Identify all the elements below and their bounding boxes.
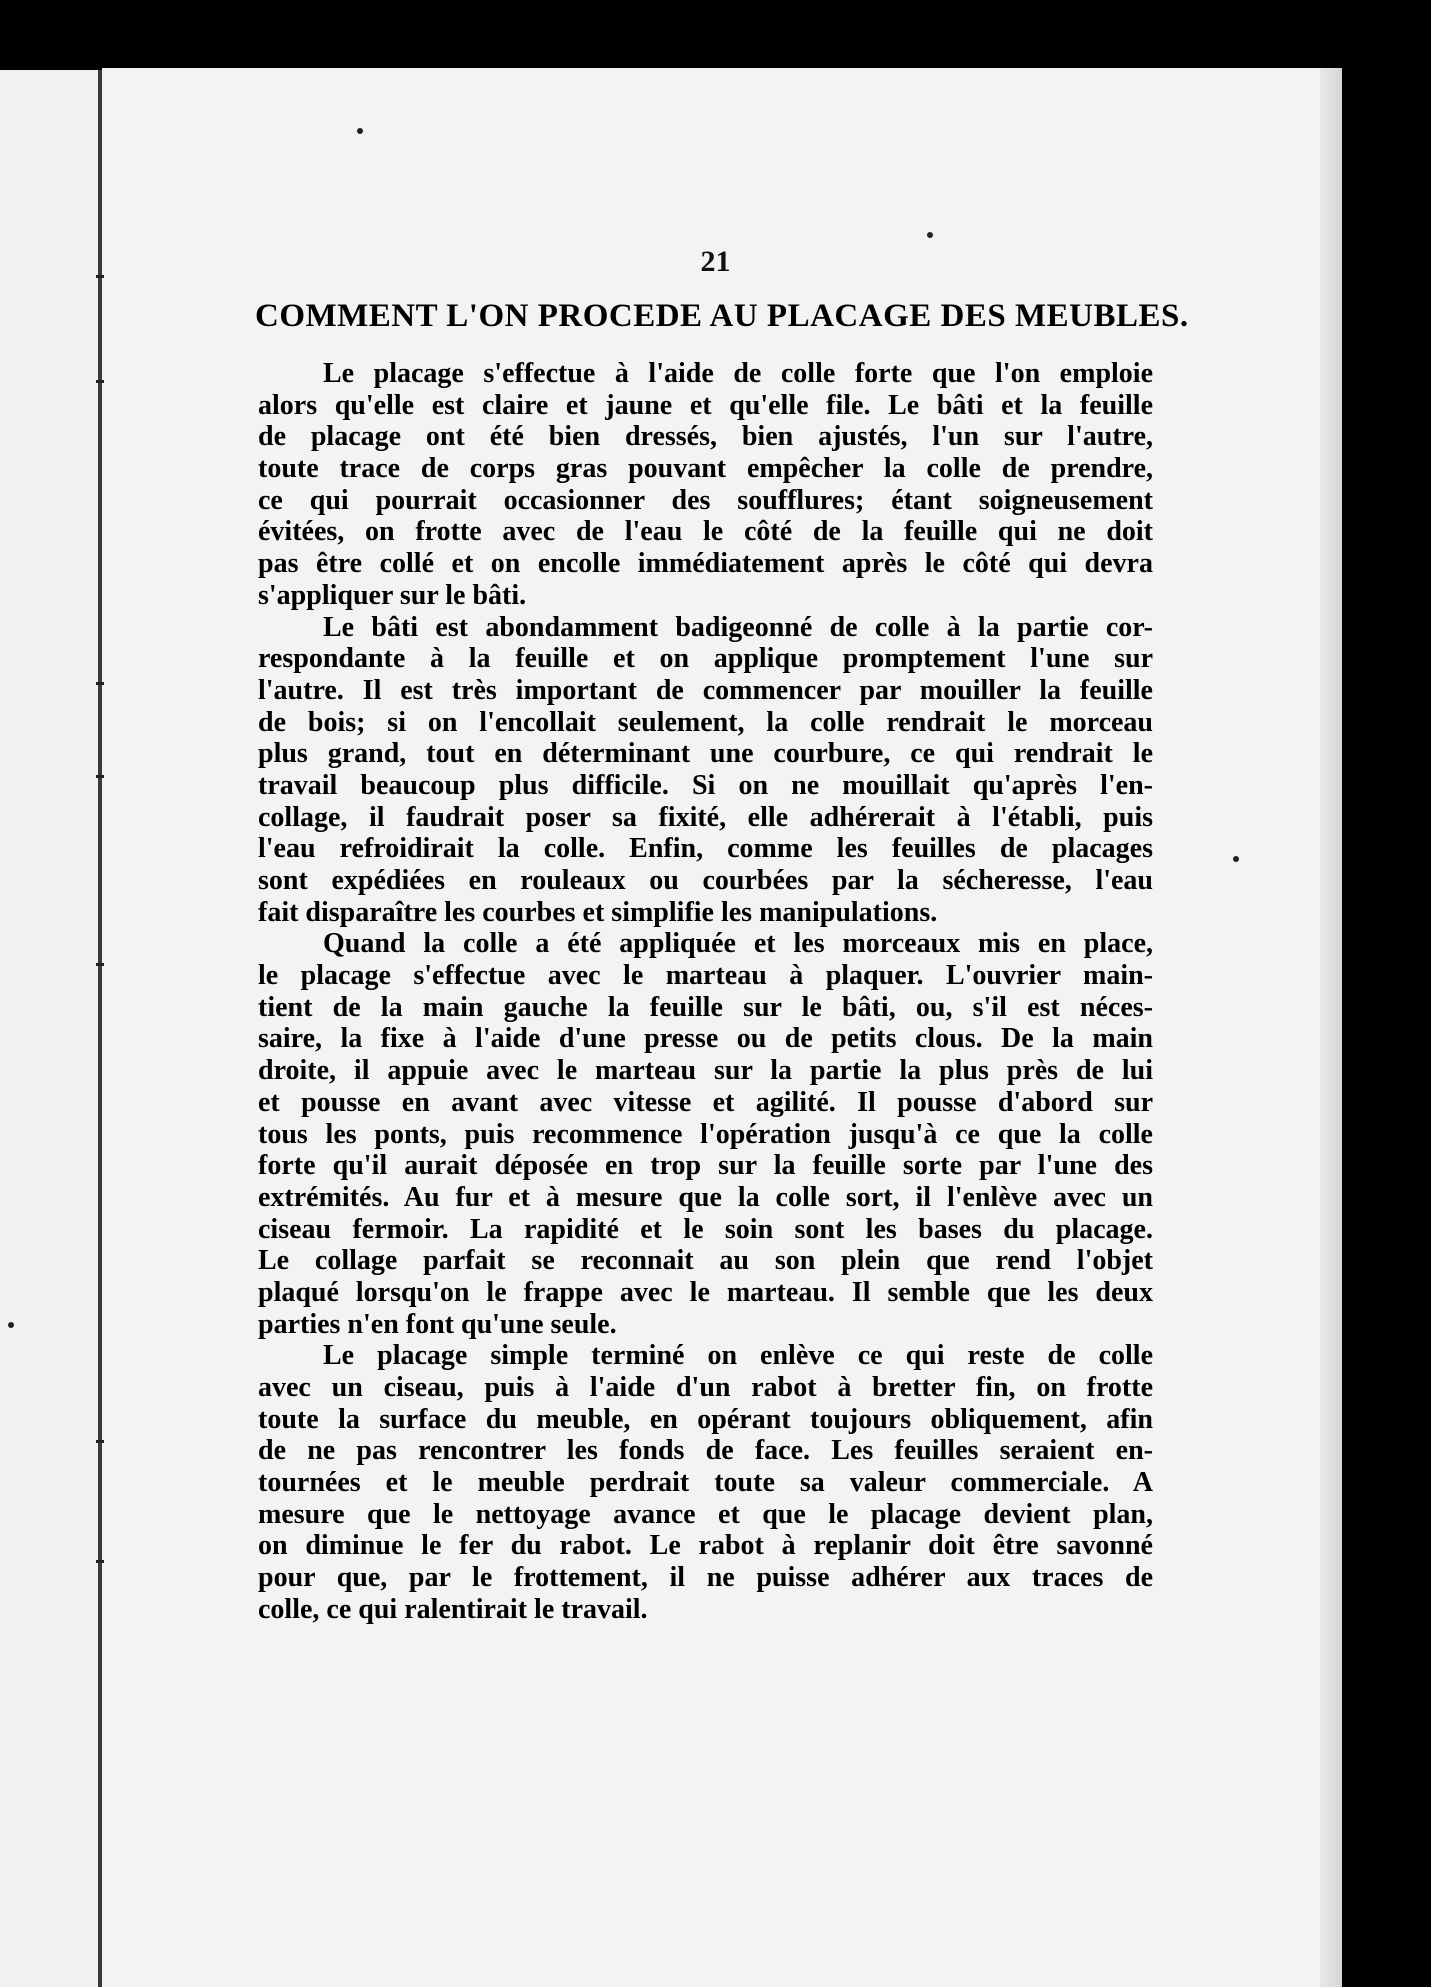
text-line: saire, la fixe à l'aide d'une presse ou de petits clous. De la main [258, 1023, 1153, 1055]
text-line: droite, il appuie avec le marteau sur la partie la plus près de lui [258, 1055, 1153, 1087]
text-line: avec un ciseau, puis à l'aide d'un rabot à bretter fin, on frotte [258, 1372, 1153, 1403]
text-line: toute trace de corps gras pouvant empêcher la colle de prendre, [258, 453, 1153, 485]
gutter-mark [96, 682, 104, 685]
text-line: le placage s'effectue avec le marteau à plaquer. L'ouvrier main- [258, 960, 1153, 992]
text-line: mesure que le nettoyage avance et que le placage devient plan, [258, 1498, 1153, 1530]
text-line: Le placage s'effectue à l'aide de colle forte que l'on emploie [323, 358, 1153, 389]
page-edge-shadow [1320, 68, 1342, 1987]
text-line: l'eau refroidirait la colle. Enfin, comme les feuilles de placages [258, 833, 1153, 865]
page-number: 21 [700, 245, 731, 278]
text-line: colle, ce qui ralentirait le travail. [258, 1593, 648, 1625]
text-line: on diminue le fer du rabot. Le rabot à replanir doit être savonné [258, 1530, 1153, 1562]
text-line: parties n'en font qu'une seule. [258, 1308, 617, 1340]
scan-speck [927, 232, 933, 238]
text-line: de placage ont été bien dressés, bien ajustés, l'un sur l'autre, [258, 421, 1153, 453]
text-line: travail beaucoup plus difficile. Si on ne mouillait qu'après l'en- [258, 769, 1153, 801]
scan-speck [1233, 856, 1239, 862]
text-line: s'appliquer sur le bâti. [258, 579, 527, 611]
section-heading: COMMENT L'ON PROCEDE AU PLACAGE DES MEUBLES. [255, 298, 1189, 334]
text-line: plus grand, tout en déterminant une courbure, ce qui rendrait le [258, 738, 1153, 770]
text-line: alors qu'elle est claire et jaune et qu'elle file. Le bâti et la feuille [258, 389, 1153, 421]
text-line: collage, il faudrait poser sa fixité, elle adhérerait à l'établi, puis [258, 801, 1153, 833]
scan-speck [357, 128, 363, 134]
gutter-mark [96, 775, 104, 778]
text-line: pour que, par le frottement, il ne puisse adhérer aux traces de [258, 1562, 1153, 1594]
text-line: tient de la main gauche la feuille sur le bâti, ou, s'il est néces- [258, 991, 1153, 1023]
text-line: ce qui pourrait occasionner des soufflures; étant soigneusement [258, 484, 1153, 516]
text-line: respondante à la feuille et on applique promptement l'une sur [258, 643, 1153, 675]
gutter-mark [96, 963, 104, 966]
text-line: ciseau fermoir. La rapidité et le soin sont les bases du placage. [258, 1213, 1153, 1245]
text-line: de ne pas rencontrer les fonds de face. Les feuilles seraient en- [258, 1435, 1153, 1467]
text-line: Le placage simple terminé on enlève ce qui reste de colle [323, 1340, 1153, 1372]
text-line: tournées et le meuble perdrait toute sa valeur commerciale. A [258, 1467, 1153, 1499]
text-line: pas être collé et on encolle immédiatement après le côté qui devra [258, 548, 1153, 580]
body-text [258, 358, 1153, 1626]
text-line: l'autre. Il est très important de commencer par mouiller la feuille [258, 674, 1153, 706]
text-line: de bois; si on l'encollait seulement, la colle rendrait le morceau [258, 706, 1153, 738]
gutter-mark [96, 1560, 104, 1563]
text-line: évitées, on frotte avec de l'eau le côté de la feuille qui ne doit [258, 516, 1153, 548]
text-line: tous les ponts, puis recommence l'opération jusqu'à ce que la colle [258, 1118, 1153, 1150]
text-line: Le collage parfait se reconnait au son plein que rend l'objet [258, 1245, 1153, 1277]
text-line: forte qu'il aurait déposée en trop sur la feuille sorte par l'une des [258, 1150, 1153, 1182]
paragraph [258, 1340, 1153, 1625]
scan-speck [8, 1322, 14, 1328]
gutter-mark [96, 1440, 104, 1443]
text-line: plaqué lorsqu'on le frappe avec le marteau. Il semble que les deux [258, 1276, 1153, 1308]
text-line: fait disparaître les courbes et simplifie les manipulations. [258, 896, 938, 928]
text-line: sont expédiées en rouleaux ou courbées par la sécheresse, l'eau [258, 865, 1153, 896]
text-line: Quand la colle a été appliquée et les morceaux mis en place, [323, 928, 1153, 960]
text-line: toute la surface du meuble, en opérant toujours obliquement, afin [258, 1403, 1153, 1435]
gutter-mark [96, 380, 104, 383]
paragraph [258, 928, 1153, 1340]
paragraph [258, 612, 1153, 929]
paragraph [258, 358, 1153, 612]
text-line: extrémités. Au fur et à mesure que la colle sort, il l'enlève avec un [258, 1181, 1153, 1213]
text-line: et pousse en avant avec vitesse et agilité. Il pousse d'abord sur [258, 1086, 1153, 1118]
text-line: Le bâti est abondamment badigeonné de colle à la partie cor- [323, 611, 1153, 643]
left-page-margin [0, 70, 98, 1987]
